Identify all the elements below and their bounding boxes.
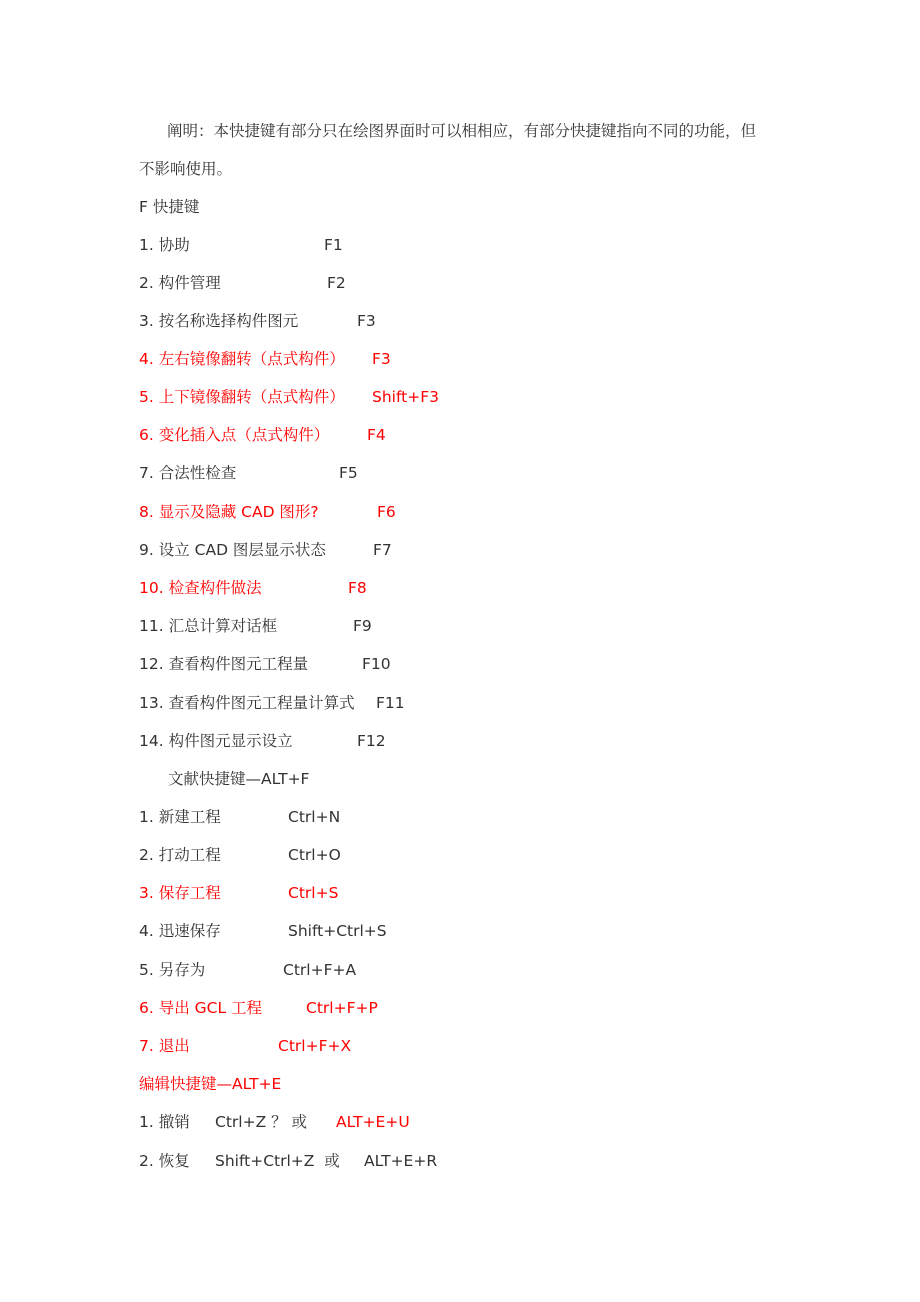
shortcut-key: Ctrl+N	[288, 808, 341, 826]
shortcut-label: 11. 汇总计算对话框	[139, 617, 278, 635]
list-item	[139, 996, 378, 1020]
shortcut-label: 14. 构件图元显示设立	[139, 732, 293, 750]
shortcut-alt-key: ALT+E+U	[336, 1113, 410, 1131]
shortcut-key: Ctrl+F+A	[283, 961, 357, 979]
list-item	[139, 271, 346, 295]
shortcut-label: 4. 迅速保存	[139, 922, 221, 940]
list-item	[139, 538, 392, 562]
shortcut-key: F3	[357, 312, 376, 330]
shortcut-key: F9	[353, 617, 372, 635]
intro-line-2: 不影响使用。	[139, 160, 233, 178]
shortcut-label: 2. 恢复	[139, 1152, 190, 1170]
shortcut-key: F2	[327, 274, 346, 292]
shortcut-label: 4. 左右镜像翻转（点式构件）	[139, 350, 345, 368]
shortcut-label: 3. 按名称选择构件图元	[139, 312, 299, 330]
list-item	[139, 347, 391, 371]
list-item	[139, 881, 339, 905]
list-item	[139, 729, 386, 753]
shortcut-key: F1	[324, 236, 343, 254]
list-item	[139, 576, 367, 600]
shortcut-key: F6	[377, 503, 396, 521]
list-item	[139, 919, 387, 943]
list-item	[139, 423, 386, 447]
list-item	[139, 1034, 352, 1058]
shortcut-label: 6. 变化插入点（点式构件）	[139, 426, 330, 444]
shortcut-label: 13. 查看构件图元工程量计算式	[139, 694, 355, 712]
file-keys-section-title: 文献快捷键—ALT+F	[168, 770, 310, 788]
shortcut-label: 1. 协助	[139, 236, 190, 254]
list-item	[139, 309, 376, 333]
list-item	[139, 691, 405, 715]
shortcut-label: 5. 另存为	[139, 961, 206, 979]
shortcut-key: F10	[362, 655, 391, 673]
shortcut-key: Ctrl+F+P	[306, 999, 378, 1017]
shortcut-key: F11	[376, 694, 405, 712]
shortcut-label: 5. 上下镜像翻转（点式构件）	[139, 388, 345, 406]
list-item	[139, 958, 357, 982]
f-keys-section-title: F 快捷键	[139, 198, 200, 216]
shortcut-key: Ctrl+S	[288, 884, 339, 902]
edit-keys-section-title: 编辑快捷键—ALT+E	[139, 1075, 282, 1093]
shortcut-key: Shift+Ctrl+Z 或	[215, 1152, 340, 1170]
list-item	[139, 1149, 438, 1173]
list-item	[139, 805, 341, 829]
shortcut-key: F4	[367, 426, 386, 444]
list-item	[139, 500, 396, 524]
shortcut-label: 6. 导出 GCL 工程	[139, 999, 263, 1017]
shortcut-key: F7	[373, 541, 392, 559]
list-item	[139, 461, 358, 485]
list-item	[139, 843, 341, 867]
list-item	[139, 385, 439, 409]
shortcut-key: Shift+F3	[372, 388, 439, 406]
shortcut-key: Shift+Ctrl+S	[288, 922, 387, 940]
shortcut-key: F3	[372, 350, 391, 368]
shortcut-key: Ctrl+O	[288, 846, 341, 864]
list-item	[139, 652, 391, 676]
shortcut-label: 8. 显示及隐藏 CAD 图形?	[139, 503, 319, 521]
intro-line-1: 阐明：本快捷键有部分只在绘图界面时可以相相应，有部分快捷键指向不同的功能，但	[167, 122, 757, 140]
shortcut-key: Ctrl+F+X	[278, 1037, 352, 1055]
shortcut-label: 10. 检查构件做法	[139, 579, 262, 597]
list-item	[139, 1110, 410, 1134]
shortcut-label: 12. 查看构件图元工程量	[139, 655, 309, 673]
shortcut-alt-key: ALT+E+R	[364, 1152, 438, 1170]
shortcut-label: 2. 打动工程	[139, 846, 221, 864]
shortcut-label: 7. 合法性检查	[139, 464, 237, 482]
shortcut-label: 1. 撤销	[139, 1113, 190, 1131]
shortcut-key: Ctrl+Z ？ 或	[215, 1113, 308, 1131]
shortcut-key: F12	[357, 732, 386, 750]
shortcut-label: 3. 保存工程	[139, 884, 221, 902]
list-item	[139, 614, 372, 638]
list-item	[139, 233, 343, 257]
shortcut-key: F5	[339, 464, 358, 482]
shortcut-label: 2. 构件管理	[139, 274, 221, 292]
shortcut-label: 7. 退出	[139, 1037, 190, 1055]
shortcut-label: 1. 新建工程	[139, 808, 221, 826]
shortcut-key: F8	[348, 579, 367, 597]
shortcut-label: 9. 设立 CAD 图层显示状态	[139, 541, 326, 559]
